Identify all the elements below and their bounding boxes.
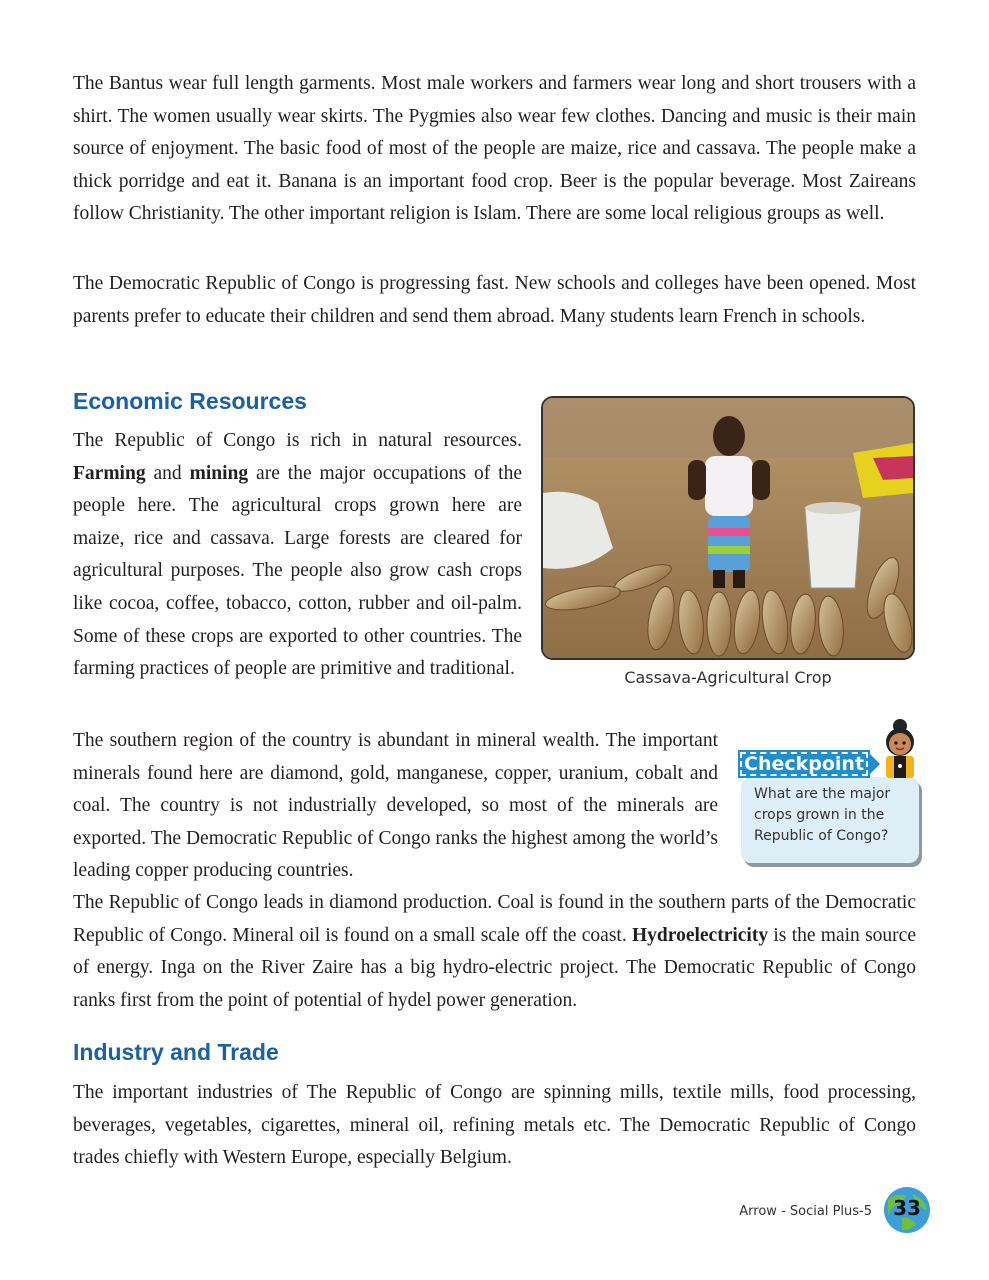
energy-text-a: The Republic of Congo leads in diamond production. Coal is found in the southern parts of the Democratic Republic of Congo. Mineral oil is found on a small scale off the coast. xyxy=(73,892,916,946)
economic-resources-heading: Economic Resources xyxy=(73,388,307,414)
page-number: 33 xyxy=(893,1196,921,1220)
energy-text-b: is the main source of energy. Inga on the River Zaire has a big hydro-electric project. The Democratic Republic of Congo ranks first from the point of potential of hydel power generation. xyxy=(73,924,916,1011)
farming-bold: Farming xyxy=(73,462,146,484)
industry-paragraph: The important industries of The Republic of Congo are spinning mills, textile mills, food processing, beverages, vegetables, cigarettes, mineral oil, refining metals etc. The Democratic Republic of Congo trades chiefly with Western Europe, especially Belgium. xyxy=(73,1082,916,1169)
farming-text-c: are the major occupations of the people here. The agricultural crops grown here are maize, rice and cassava. Large forests are cleared for agricultural purposes. The people also grow cash crops like cocoa, coffee, tobacco, cotton, rubber and oil-palm. Some of these crops are exported to other countries. The farming practices of people are primitive and traditional. xyxy=(73,462,522,680)
checkpoint-title: Checkpoint xyxy=(738,750,870,778)
book-title-footer: Arrow - Social Plus-5 xyxy=(739,1204,872,1219)
progress-paragraph: The Democratic Republic of Congo is progressing fast. New schools and colleges have been opened. Most parents prefer to educate their children and send them abroad. Many students learn French in schools. xyxy=(73,273,916,327)
minerals-paragraph: The southern region of the country is abundant in mineral wealth. The important minerals found here are diamond, gold, manganese, copper, uranium, cobalt and coal. The country is not industrially developed, so most of the minerals are exported. The Democratic Republic of Congo ranks the highest among the world’s leading copper producing countries. xyxy=(73,730,718,882)
farming-paragraph xyxy=(73,425,522,686)
photo-caption: Cassava-Agricultural Crop xyxy=(624,668,832,687)
cassava-photo xyxy=(541,396,915,660)
farming-text-b: and xyxy=(145,462,190,484)
farming-text-a: The Republic of Congo is rich in natural resources. xyxy=(73,430,522,451)
intro-paragraph: The Bantus wear full length garments. Most male workers and farmers wear long and short trousers with a shirt. The women usually wear skirts. The Pygmies also wear few clothes. Dancing and music is their main source of enjoyment. The basic food of most of the people are maize, rice and cassava. The people make a thick porridge and eat it. Banana is an important food crop. Beer is the popular beverage. Most Zaireans follow Christianity. The other important religion is Islam. There are some local religious groups as well. xyxy=(73,73,916,225)
energy-paragraph xyxy=(73,887,916,1017)
girl-mascot-icon xyxy=(878,716,922,780)
mining-bold: mining xyxy=(189,462,249,484)
checkpoint-question: What are the major crops grown in the Republic of Congo? xyxy=(754,786,891,844)
hydroelectricity-bold: Hydroelectricity xyxy=(632,924,769,946)
cassava-photo-illustration xyxy=(543,398,913,658)
industry-trade-heading: Industry and Trade xyxy=(73,1039,279,1065)
